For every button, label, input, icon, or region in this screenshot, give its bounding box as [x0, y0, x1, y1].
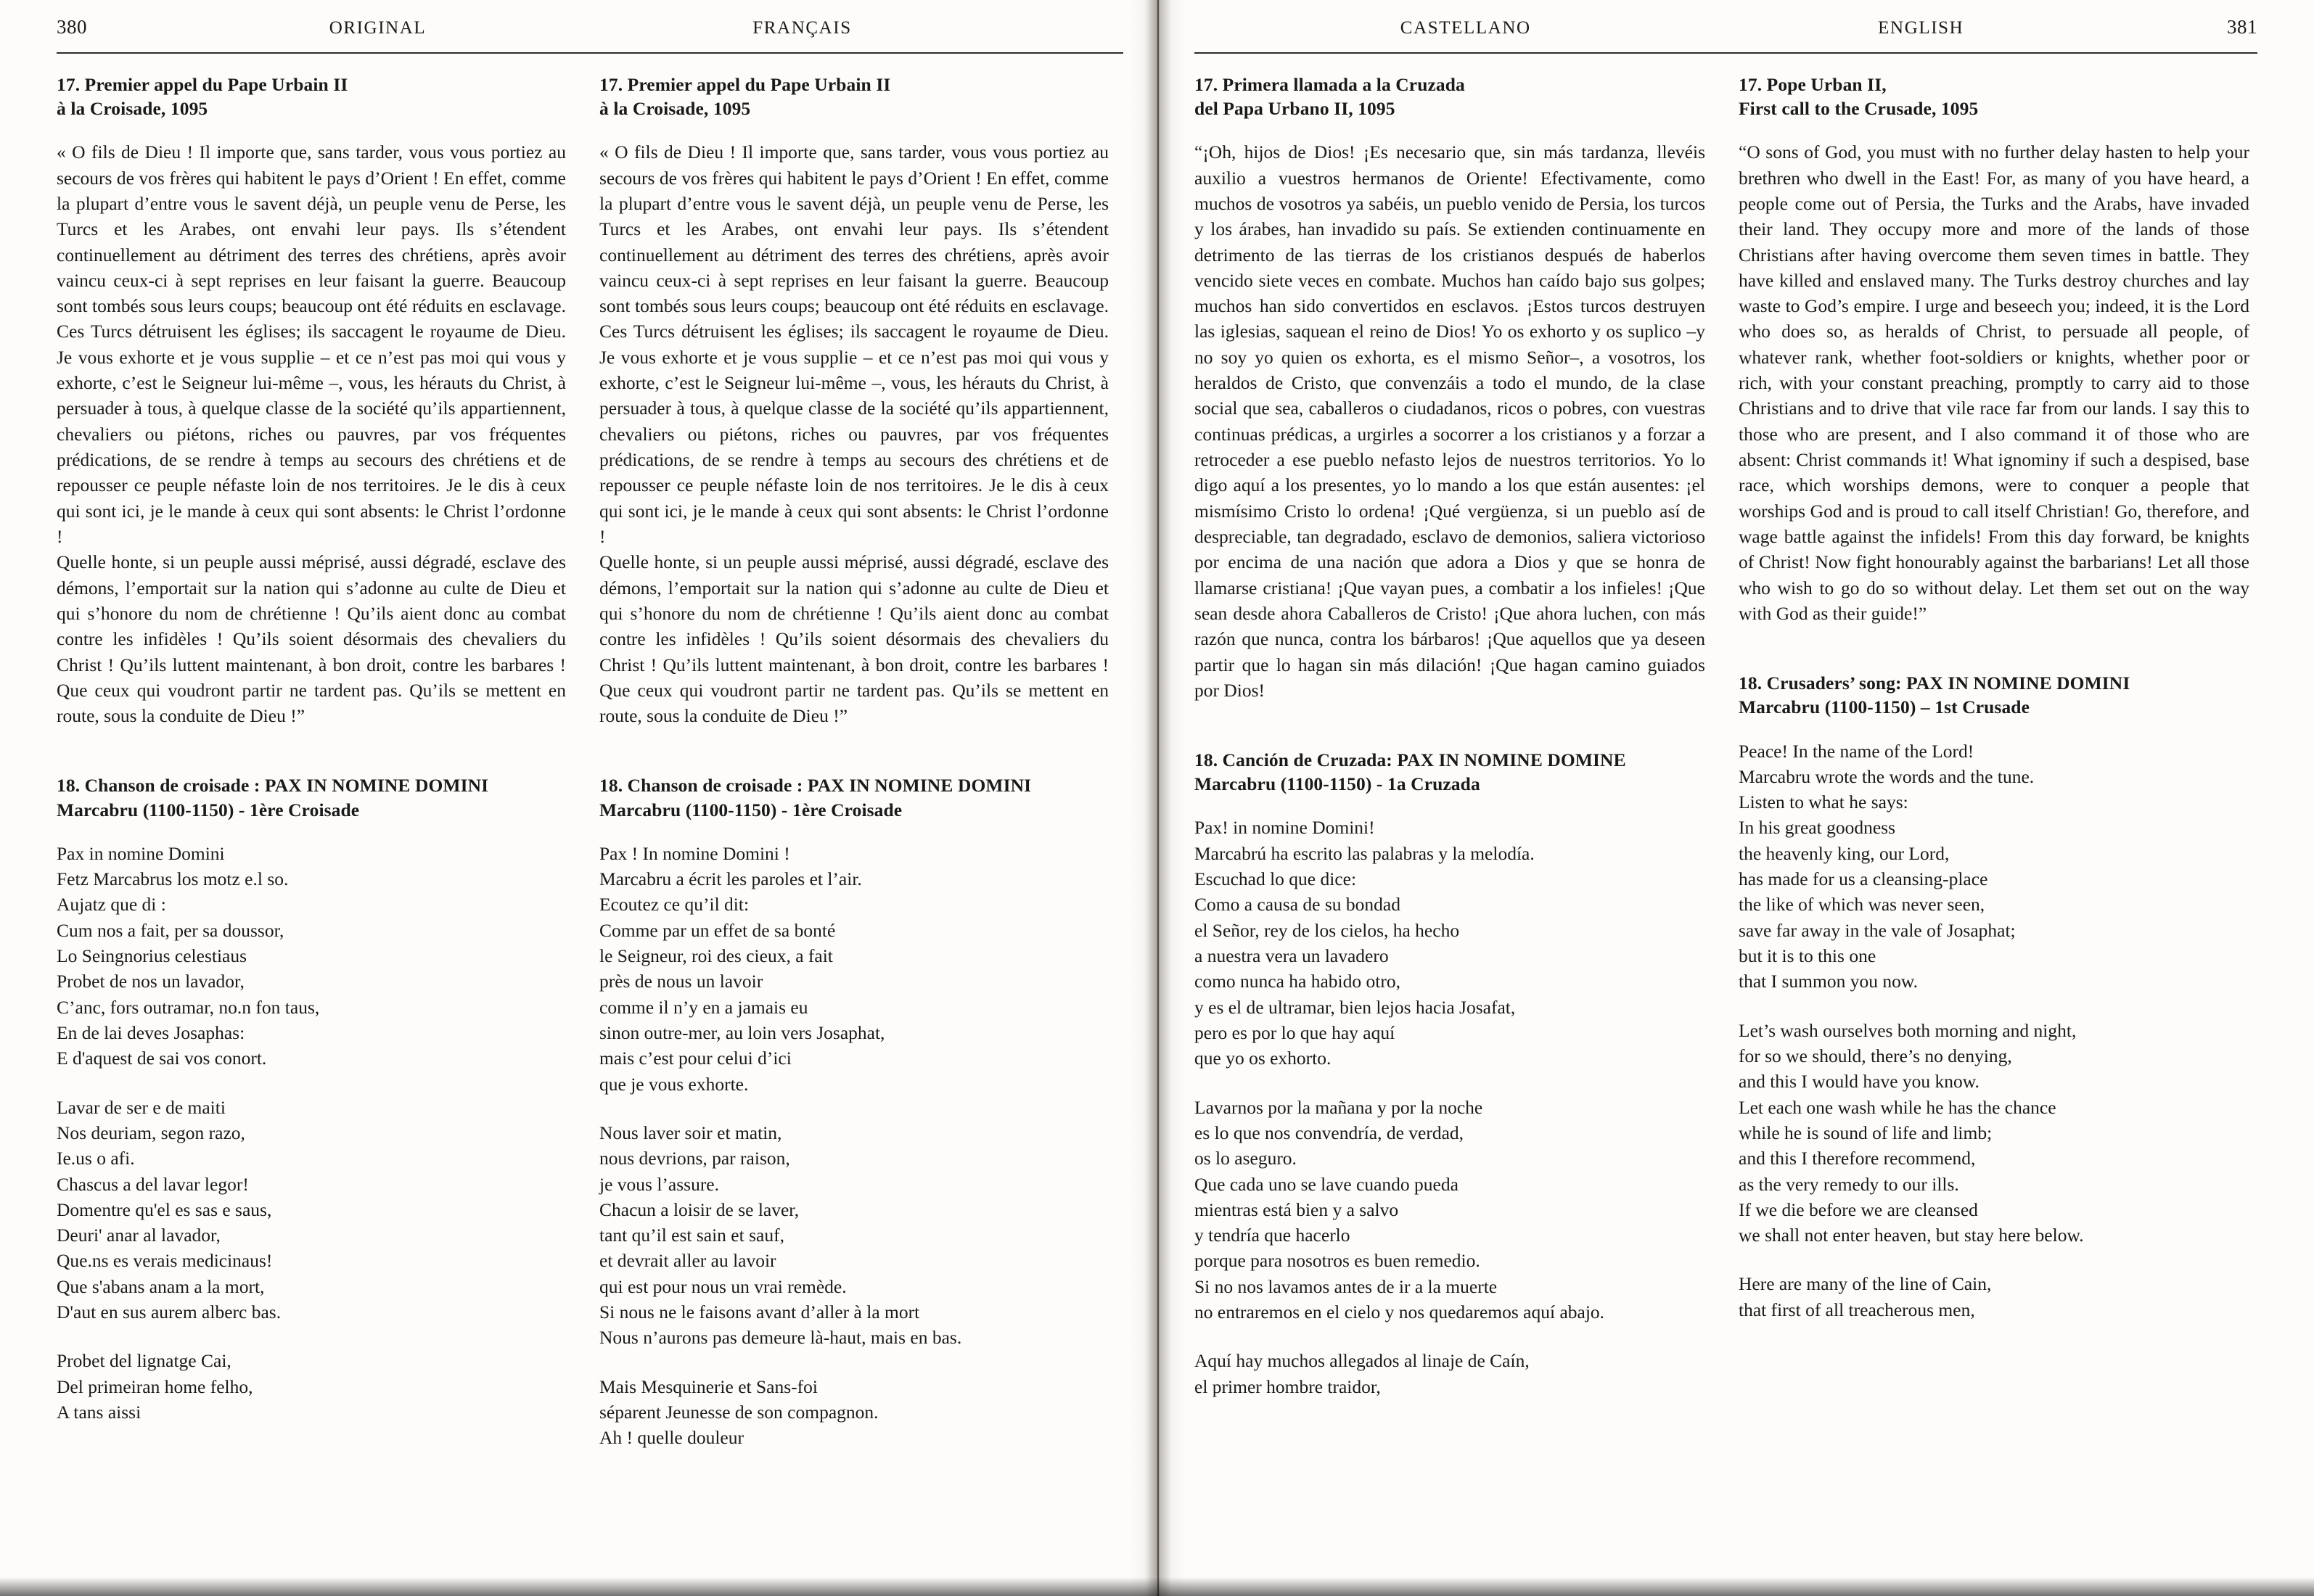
column-head-castellano: CASTELLANO	[1400, 18, 1531, 38]
header-rule-left	[57, 52, 1123, 54]
stanza: Aquí hay muchos allegados al linaje de Caín, el primer hombre traidor,	[1194, 1350, 1530, 1397]
stanza: Pax ! In nomine Domini ! Marcabru a écrit les paroles et l’air. Ecoutez ce qu’il dit: Comme par un effet de sa bonté le Seigneur, roi des cieux, a fait près de nous un lavoir comme il n’y en a jamais eu sinon outre-mer, au loin vers Josaphat, mais c’est pour celui d’ici que je vous exhorte.	[599, 842, 885, 1095]
spacer	[57, 728, 566, 773]
section-17-paragraph-castellano-1: “¡Oh, hijos de Dios! ¡Es necesario que, sin más tardanza, llevéis auxilio a vuestros hermanos de Oriente! Efectivamente, como muchos de vosotros ya sabéis, un pueblo venido de Persia, los turcos y los árabes, han invadido su país. Se extienden continuamente en detrimento de las tierras de los cristianos después de haberlos vencido siete veces en combate. Muchos han caído bajo sus golpes; muchos han sido convertidos en esclavos. ¡Estos turcos destruyen las iglesias, saquean el reino de Dios! Yo os exhorto y os suplico –y no soy yo quien os exhorta, es el mismo Señor–, a vosotros, los heraldos de Cristo, que convenzáis a todo el mundo, de la clase social que sea, caballeros o ciudadanos, ricos o pobres, con vuestras continuas prédicas, a urgirles a socorrer a los cristianos y a forzar a retroceder a ese pueblo nefasto lejos de nuestros territorios. Yo lo digo aquí a los presentes, yo lo mando a los que están ausentes: ¡el mismísimo Cristo lo ordena! ¡Qué vergüenza, si un pueblo así de despreciable, tan degradado, esclavo de demonios, saliera victorioso por encima de una nación que adora a Dios y que se honra de llamarse cristiana! ¡Que vayan pues, a combatir a los infieles! ¡Que sean desde ahora Caballeros de Cristo! ¡Que ahora luchen, con más razón que nunca, contra los bárbaros! ¡Que aquellos que ya deseen partir que lo hagan sin más dilación! ¡Que hagan camino guiados por Dios!	[1194, 141, 1705, 701]
column-original	[57, 73, 566, 1451]
section-18-verse-francais	[599, 841, 1109, 1451]
stanza: Mais Mesquinerie et Sans-foi séparent Jeunesse de son compagnon. Ah ! quelle douleur	[599, 1375, 879, 1449]
section-17-title-francais: 17. Premier appel du Pape Urbain II à la Croisade, 1095	[599, 74, 891, 120]
section-17-title-castellano: 17. Primera llamada a la Cruzada del Papa Urbano II, 1095	[1194, 74, 1465, 120]
stanza: Probet del lignatge Cai, Del primeiran home felho, A tans aissi	[57, 1350, 253, 1423]
section-18-title-english: 18. Crusaders’ song: PAX IN NOMINE DOMINI Marcabru (1100-1150) – 1st Crusade	[1739, 672, 2130, 718]
stanza: Peace! In the name of the Lord! Marcabru wrote the words and the tune. Listen to what he says: In his great goodness the heavenly king, our Lord, has made for us a cleansing-place the like of which was never seen, save far away in the vale of Josaphat; but it is to this one that I summon you now.	[1739, 740, 2035, 992]
section-18-title-original: 18. Chanson de croisade : PAX IN NOMINE DOMINI Marcabru (1100-1150) - 1ère Croisade	[57, 775, 489, 820]
folio-number-right: 381	[2227, 16, 2257, 38]
column-head-original: ORIGINAL	[329, 18, 427, 38]
column-head-english: ENGLISH	[1878, 18, 1964, 38]
section-18-verse-english	[1739, 739, 2249, 1323]
running-head-right	[1194, 16, 2257, 45]
page-edge-shading	[1144, 0, 1157, 1596]
section-17-paragraph-francais-1: « O fils de Dieu ! Il importe que, sans tarder, vous vous portiez au secours de vos frères qui habitent le pays d’Orient ! En effet, comme la plupart d’entre vous le savent déjà, un peuple venu de Perse, les Turcs et les Arabes, ont envahi leur pays. Ils s’étendent continuellement au détriment des terres des chrétiens, après avoir vaincu ceux-ci à sept reprises en leur faisant la guerre. Beaucoup sont tombés sous leurs coups; beaucoup ont été réduits en esclavage. Ces Turcs détruisent les églises; ils saccagent le royaume de Dieu. Je vous exhorte et je vous supplie – et ce n’est pas moi qui vous y exhorte, c’est le Seigneur lui-même –, vous, les hérauts du Christ, à persuader à tous, à quelque classe de la société qu’ils appartiennent, chevaliers ou piétons, riches ou pauvres, par vos fréquentes prédications, de se rendre à temps au secours des chrétiens et de repousser ce peuple néfaste loin de nos territoires. Je le dis à ceux qui sont ici, je le mande à ceux qui sont absents: le Christ l’ordonne !	[599, 141, 1109, 547]
stanza: Pax in nomine Domini Fetz Marcabrus los motz e.l so. Aujatz que di : Cum nos a fait, per sa doussor, Lo Seingnorius celestiaus Probet de nos un lavador, C’anc, fors outramar, no.n fon taus, En de lai deves Josaphas: E d'aquest de sai vos conort.	[57, 842, 320, 1069]
section-18-title-francais: 18. Chanson de croisade : PAX IN NOMINE DOMINI Marcabru (1100-1150) - 1ère Croisade	[599, 775, 1032, 820]
running-head-left	[57, 16, 1123, 45]
stanza: Pax! in nomine Domini! Marcabrú ha escrito las palabras y la melodía. Escuchad lo que dice: Como a causa de su bondad el Señor, rey de los cielos, ha hecho a nuestra vera un lavadero como nunca ha habido otro, y es el de ultramar, bien lejos hacia Josafat, pero es por lo que hay aquí que yo os exhorto.	[1194, 817, 1535, 1069]
header-rule-right	[1194, 52, 2257, 54]
section-18-verse-original	[57, 841, 566, 1426]
section-17-paragraph-original-1: « O fils de Dieu ! Il importe que, sans tarder, vous vous portiez au secours de vos frères qui habitent le pays d’Orient ! En effet, comme la plupart d’entre vous le savent déjà, un peuple venu de Perse, les Turcs et les Arabes, ont envahi leur pays. Ils s’étendent continuellement au détriment des terres des chrétiens, après avoir vaincu ceux-ci à sept reprises en leur faisant la guerre. Beaucoup sont tombés sous leurs coups; beaucoup ont été réduits en esclavage. Ces Turcs détruisent les églises; ils saccagent le royaume de Dieu. Je vous exhorte et je vous supplie – et ce n’est pas moi qui vous y exhorte, c’est le Seigneur lui-même –, vous, les hérauts du Christ, à persuader à tous, à quelque classe de la société qu’ils appartiennent, chevaliers ou piétons, riches ou pauvres, par vos fréquentes prédications, de se rendre à temps au secours des chrétiens et de repousser ce peuple néfaste loin de nos territoires. Je le dis à ceux qui sont ici, je le mande à ceux qui sont absents: le Christ l’ordonne !	[57, 141, 566, 547]
column-castellano	[1194, 73, 1705, 1399]
column-head-francais: FRANÇAIS	[752, 18, 852, 38]
stanza: Lavarnos por la mañana y por la noche es lo que nos convendría, de verdad, os lo aseguro. Que cada uno se lave cuando pueda mientras está bien y a salvo y tendría que hacerlo porque para nosotros es buen remedio. Si no nos lavamos antes de ir a la muerte no entraremos en el cielo y nos quedaremos aquí abajo.	[1194, 1096, 1605, 1323]
section-18-title-castellano: 18. Canción de Cruzada: PAX IN NOMINE DOMINE Marcabru (1100-1150) - 1a Cruzada	[1194, 749, 1626, 795]
stanza: Nous laver soir et matin, nous devrions, par raison, je vous l’assure. Chacun a loisir de se laver, tant qu’il est sain et sauf, et devrait aller au lavoir qui est pour nous un vrai remède. Si nous ne le faisons avant d’aller à la mort Nous n’aurons pas demeure là-haut, mais en bas.	[599, 1122, 962, 1349]
stanza: Here are many of the line of Cain, that first of all treacherous men,	[1739, 1273, 1992, 1320]
column-francais	[599, 73, 1109, 1451]
spacer	[1739, 626, 2249, 671]
folio-number-left: 380	[57, 16, 87, 38]
section-17-title-english: 17. Pope Urban II, First call to the Crusade, 1095	[1739, 74, 1979, 120]
section-17-paragraph-francais-2: Quelle honte, si un peuple aussi méprisé, aussi dégradé, esclave des démons, l’emportait sur la nation qui s’adonne au culte de Dieu et qui s’honore du nom de chrétienne ! Qu’ils aient donc au combat contre les infidèles ! Qu’ils soient désormais des chevaliers du Christ ! Qu’ils luttent maintenant, à bon droit, contre les barbares ! Que ceux qui voudront partir ne tardent pas. Qu’ils se mettent en route, sous la conduite de Dieu !”	[599, 551, 1109, 727]
section-17-paragraph-original-2: Quelle honte, si un peuple aussi méprisé, aussi dégradé, esclave des démons, l’emportait sur la nation qui s’adonne au culte de Dieu et qui s’honore du nom de chrétienne ! Qu’ils aient donc au combat contre les infidèles ! Qu’ils soient désormais des chevaliers du Christ ! Qu’ils luttent maintenant, à bon droit, contre les barbares ! Que ceux qui voudront partir ne tardent pas. Qu’ils se mettent en route, sous la conduite de Dieu !”	[57, 551, 566, 727]
column-english	[1739, 73, 2249, 1399]
spacer	[1194, 703, 1705, 748]
section-17-paragraph-english-1: “O sons of God, you must with no further delay hasten to help your brethren who dwell in the East! For, as many of you have heard, a people come out of Persia, the Turks and the Arabs, have invaded their land. They occupy more and more of the lands of those Christians after having overcome them seven times in battle. They have killed and enslaved many. The Turks destroy churches and lay waste to God’s empire. I urge and beseech you; indeed, it is the Lord who does so, as heralds of Christ, to persuade all people, of whatever rank, whether foot-soldiers or knights, whether poor or rich, with your constant preaching, promptly to carry aid to those Christians and to drive that vile race far from our lands. I say this to those who are present, and I also command it of those who are absent: Christ commands it! What ignominy if such a despised, base race, which worships demons, were to conquer a people that worships God and is proud to call itself Christian! Go, therefore, and wage battle against the infidels! From this day forward, be knights of Christ! Now fight honourably against the barbarians! Let all those who wish to go do so without delay. Let them set out on the way with God as their guide!”	[1739, 141, 2249, 624]
section-17-title-original: 17. Premier appel du Pape Urbain II à la Croisade, 1095	[57, 74, 348, 120]
stanza: Let’s wash ourselves both morning and night, for so we should, there’s no denying, and this I would have you know. Let each one wash while he has the chance while he is sound of life and limb; and this I therefore recommend, as the very remedy to our ills. If we die before we are cleansed we shall not enter heaven, but stay here below.	[1739, 1019, 2084, 1246]
columns-left	[57, 73, 1123, 1451]
section-18-verse-castellano	[1194, 815, 1705, 1399]
columns-right	[1194, 73, 2257, 1399]
stanza: Lavar de ser e de maiti Nos deuriam, segon razo, Ie.us o afi. Chascus a del lavar legor! Domentre qu'el es sas e saus, Deuri' anar al lavador, Que.ns es verais medicinaus! Que s'abans anam a la mort, D'aut en sus aurem alberc bas.	[57, 1096, 282, 1323]
page-right	[1157, 0, 2314, 1596]
spacer	[599, 728, 1109, 773]
